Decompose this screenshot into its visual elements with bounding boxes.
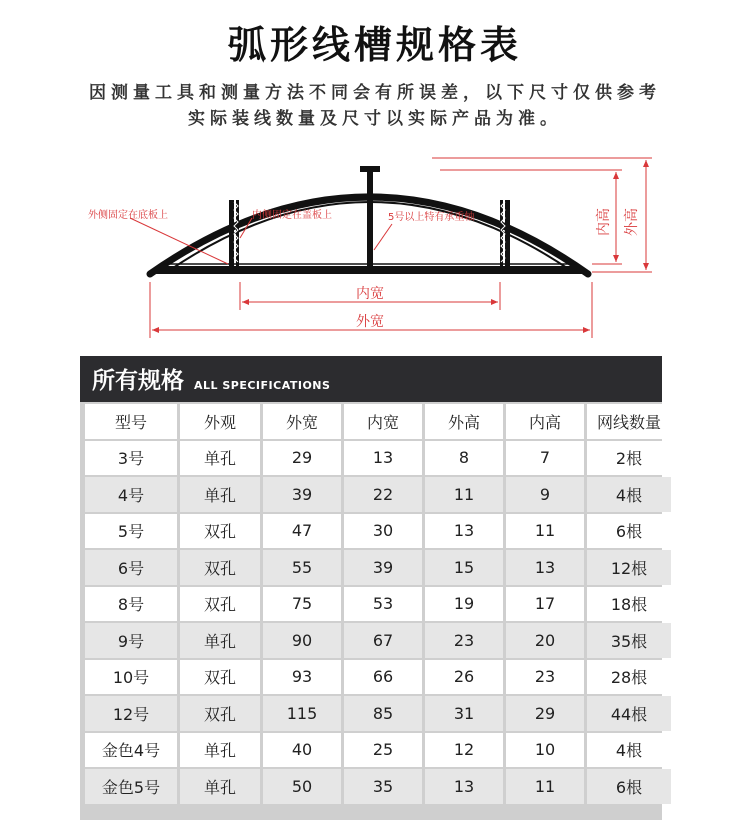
- cell-appearance: 单孔: [180, 733, 260, 768]
- inner-width-label: 内宽: [356, 286, 384, 302]
- left-clip-teeth: [236, 200, 239, 268]
- cell-outer-width: 93: [263, 660, 341, 695]
- right-clip-wall: [505, 200, 510, 268]
- cell-model: 6号: [85, 550, 177, 585]
- column-header-outer-width: 外宽: [263, 404, 341, 439]
- cell-appearance: 单孔: [180, 477, 260, 512]
- cell-cable-count: 28根: [587, 660, 671, 695]
- cell-appearance: 双孔: [180, 550, 260, 585]
- cell-inner-width: 67: [344, 623, 422, 658]
- cell-outer-width: 50: [263, 769, 341, 804]
- cell-cable-count: 2根: [587, 441, 671, 476]
- cell-inner-height: 11: [506, 514, 584, 549]
- cell-outer-width: 40: [263, 733, 341, 768]
- spec-table-subtitle: ALL SPECIFICATIONS: [194, 379, 331, 392]
- cell-outer-width: 47: [263, 514, 341, 549]
- cell-cable-count: 6根: [587, 769, 671, 804]
- inner-width-arrow-right: [491, 299, 498, 305]
- callout-inner-fix: 内侧固定在盖板上: [252, 210, 332, 221]
- table-row: [85, 477, 671, 512]
- cell-inner-height: 17: [506, 587, 584, 622]
- column-header-inner-height: 内高: [506, 404, 584, 439]
- cell-inner-height: 23: [506, 660, 584, 695]
- column-header-model: 型号: [85, 404, 177, 439]
- column-header-cable-count: 网线数量: [587, 404, 671, 439]
- cell-outer-height: 8: [425, 441, 503, 476]
- cell-model: 8号: [85, 587, 177, 622]
- cell-inner-width: 35: [344, 769, 422, 804]
- cell-model: 金色4号: [85, 733, 177, 768]
- page-title: 弧形线槽规格表: [227, 23, 522, 67]
- table-row: [85, 550, 671, 585]
- cell-outer-width: 115: [263, 696, 341, 731]
- cell-appearance: 单孔: [180, 623, 260, 658]
- cell-cable-count: 18根: [587, 587, 671, 622]
- cell-appearance: 双孔: [180, 696, 260, 731]
- outer-height-arrow-bottom: [643, 263, 649, 270]
- column-header-inner-width: 内宽: [344, 404, 422, 439]
- cell-inner-width: 85: [344, 696, 422, 731]
- inner-height-arrow-bottom: [613, 255, 619, 262]
- right-clip-teeth: [500, 200, 503, 268]
- spec-table-title: 所有规格: [92, 368, 184, 394]
- outer-width-label: 外宽: [356, 314, 384, 330]
- cell-inner-height: 7: [506, 441, 584, 476]
- table-row: [85, 623, 671, 658]
- cell-model: 9号: [85, 623, 177, 658]
- cell-appearance: 单孔: [180, 769, 260, 804]
- cell-inner-height: 13: [506, 550, 584, 585]
- cell-outer-width: 55: [263, 550, 341, 585]
- cell-inner-height: 10: [506, 733, 584, 768]
- table-row: [85, 514, 671, 549]
- disclaimer-line-1: 因测量工具和测量方法不同会有所误差，以下尺寸仅供参考: [89, 83, 661, 103]
- leader-bearing: [374, 224, 392, 250]
- cell-cable-count: 4根: [587, 477, 671, 512]
- cell-outer-width: 90: [263, 623, 341, 658]
- cell-appearance: 双孔: [180, 587, 260, 622]
- callout-bearing-axis: 5号以上特有承重轴: [388, 212, 475, 223]
- cell-appearance: 单孔: [180, 441, 260, 476]
- cell-outer-height: 11: [425, 477, 503, 512]
- cell-model: 10号: [85, 660, 177, 695]
- cell-inner-width: 25: [344, 733, 422, 768]
- cell-model: 12号: [85, 696, 177, 731]
- table-row: [85, 769, 671, 804]
- table-row: [85, 441, 671, 476]
- table-row: [85, 696, 671, 731]
- cable-channel-cross-section: [0, 140, 750, 340]
- column-header-appearance: 外观: [180, 404, 260, 439]
- outer-height-label: 外高: [624, 208, 640, 236]
- cell-inner-width: 30: [344, 514, 422, 549]
- outer-width-arrow-right: [583, 327, 590, 333]
- outer-width-arrow-left: [152, 327, 159, 333]
- cell-cable-count: 6根: [587, 514, 671, 549]
- cell-inner-width: 66: [344, 660, 422, 695]
- cell-outer-height: 15: [425, 550, 503, 585]
- callout-outer-fix: 外侧固定在底板上: [88, 210, 168, 221]
- cell-outer-height: 31: [425, 696, 503, 731]
- cell-inner-height: 20: [506, 623, 584, 658]
- cell-outer-width: 39: [263, 477, 341, 512]
- cell-outer-height: 13: [425, 769, 503, 804]
- cell-model: 5号: [85, 514, 177, 549]
- bearing-axis-cap: [360, 166, 380, 172]
- cell-inner-height: 9: [506, 477, 584, 512]
- cell-inner-width: 53: [344, 587, 422, 622]
- spec-table-header-row: [85, 404, 671, 439]
- cell-inner-width: 39: [344, 550, 422, 585]
- inner-height-arrow-top: [613, 172, 619, 179]
- cell-cable-count: 12根: [587, 550, 671, 585]
- cell-outer-height: 26: [425, 660, 503, 695]
- cell-outer-height: 13: [425, 514, 503, 549]
- spec-table: [80, 402, 676, 806]
- inner-height-label: 内高: [596, 208, 612, 236]
- table-row: [85, 587, 671, 622]
- cell-model: 金色5号: [85, 769, 177, 804]
- cell-outer-height: 12: [425, 733, 503, 768]
- cell-outer-width: 75: [263, 587, 341, 622]
- cell-cable-count: 4根: [587, 733, 671, 768]
- spec-table-header: [80, 356, 662, 402]
- column-header-outer-height: 外高: [425, 404, 503, 439]
- disclaimer-line-2: 实际装线数量及尺寸以实际产品为准。: [188, 109, 562, 129]
- inner-width-arrow-left: [242, 299, 249, 305]
- bearing-axis: [367, 170, 373, 268]
- cell-cable-count: 35根: [587, 623, 671, 658]
- cell-appearance: 双孔: [180, 660, 260, 695]
- table-row: [85, 660, 671, 695]
- cell-model: 4号: [85, 477, 177, 512]
- cable-channel-diagram: [0, 140, 750, 340]
- spec-table-panel: [80, 356, 662, 820]
- table-row: [85, 733, 671, 768]
- cell-model: 3号: [85, 441, 177, 476]
- cell-inner-height: 29: [506, 696, 584, 731]
- cell-outer-width: 29: [263, 441, 341, 476]
- cell-inner-width: 13: [344, 441, 422, 476]
- cell-outer-height: 23: [425, 623, 503, 658]
- outer-height-arrow-top: [643, 160, 649, 167]
- cell-appearance: 双孔: [180, 514, 260, 549]
- cell-cable-count: 44根: [587, 696, 671, 731]
- cell-inner-width: 22: [344, 477, 422, 512]
- left-clip-wall: [229, 200, 234, 268]
- cell-outer-height: 19: [425, 587, 503, 622]
- cell-inner-height: 11: [506, 769, 584, 804]
